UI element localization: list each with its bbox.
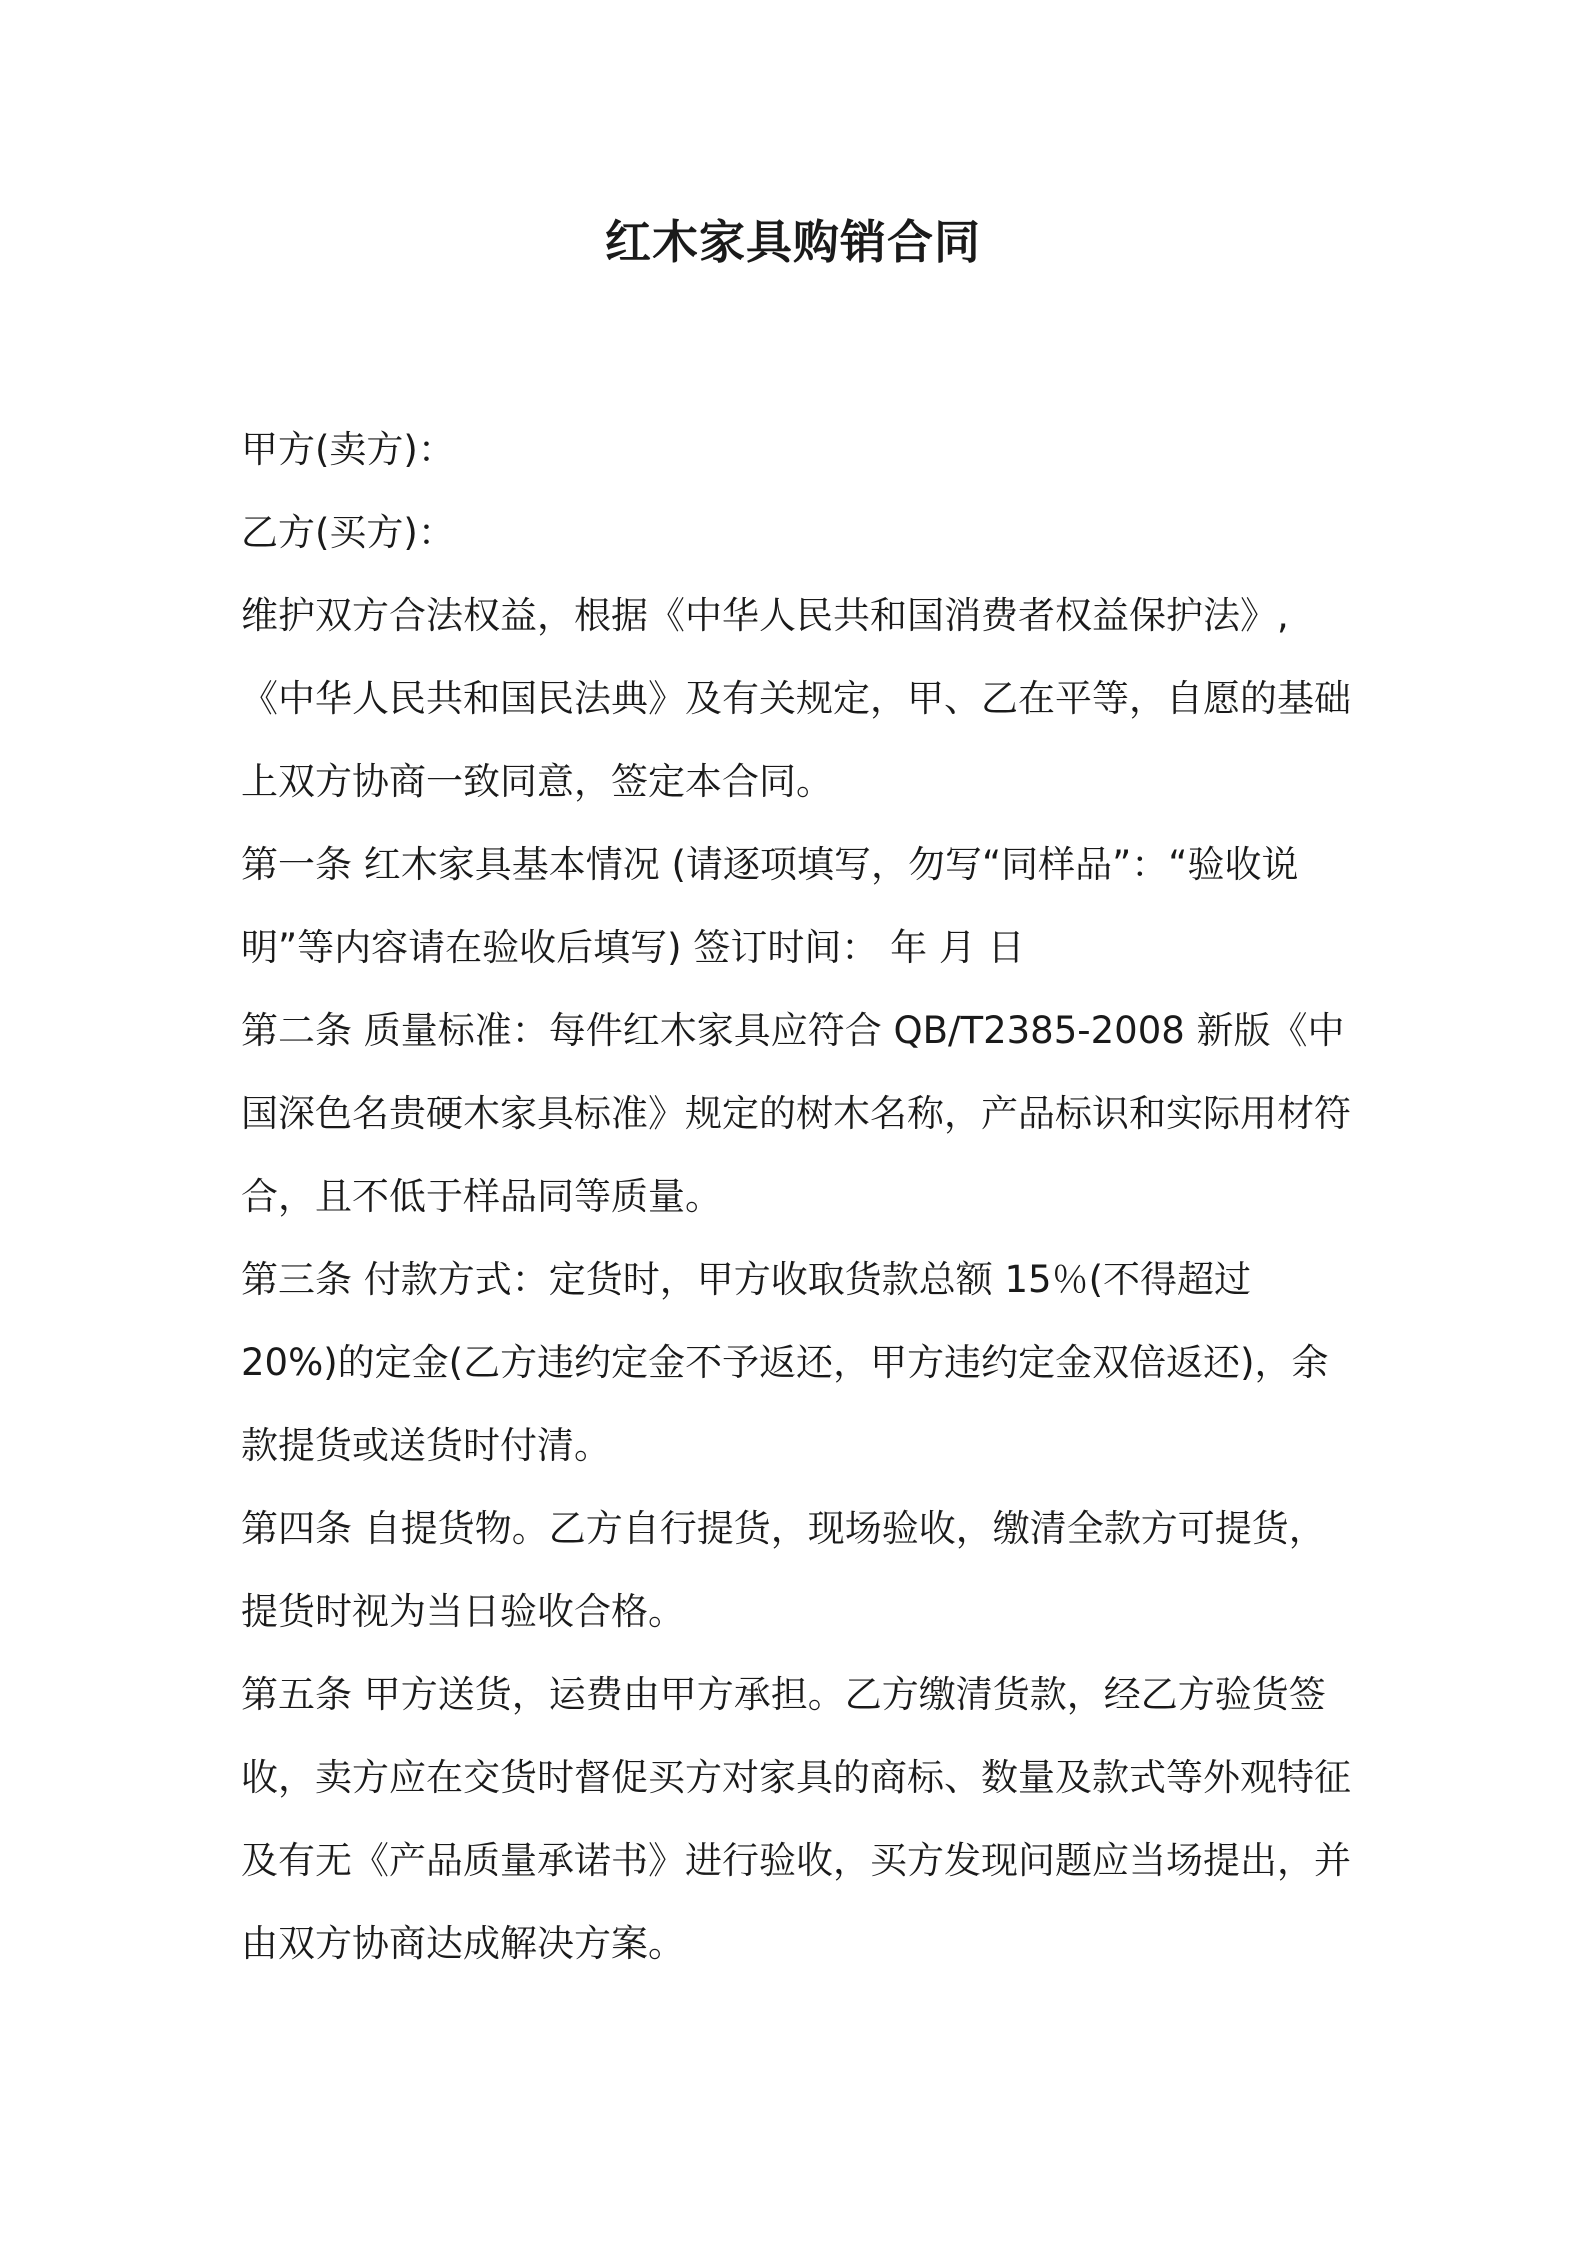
article-4-paragraph: 第四条 自提货物。乙方自行提货，现场验收，缴清全款方可提货，提货时视为当日验收合格。 — [241, 1507, 1326, 1633]
article-5-paragraph: 第五条 甲方送货，运费由甲方承担。乙方缴清货款，经乙方验货签收，卖方应在交货时督促买方对家具的商标、数量及款式等外观特征及有无《产品质量承诺书》进行验收，买方发现问题应当场提出，并由双方协商达成解决方案。 — [241, 1673, 1351, 1965]
article-1-paragraph: 第一条 红木家具基本情况 (请逐项填写，勿写“同样品”：“验收说明”等内容请在验收后填写) 签订时间： 年 月 日 — [241, 843, 1299, 969]
document-body — [241, 408, 1353, 1985]
article-3-paragraph: 第三条 付款方式：定货时，甲方收取货款总额 15％(不得超过 20%)的定金(乙方违约定金不予返还，甲方违约定金双倍返还)，余款提货或送货时付清。 — [241, 1258, 1329, 1467]
preamble-paragraph: 维护双方合法权益，根据《中华人民共和国消费者权益保护法》,《中华人民共和国民法典》及有关规定，甲、乙在平等，自愿的基础上双方协商一致同意，签定本合同。 — [241, 594, 1351, 803]
party-b-line: 乙方(买方)： — [241, 511, 455, 554]
party-a-line: 甲方(卖方)： — [241, 428, 455, 471]
article-2-paragraph: 第二条 质量标准：每件红木家具应符合 QB/T2385-2008 新版《中国深色名贵硬木家具标准》规定的树木名称，产品标识和实际用材符合，且不低于样品同等质量。 — [241, 1009, 1351, 1218]
document-title: 红木家具购销合同 — [605, 215, 981, 269]
